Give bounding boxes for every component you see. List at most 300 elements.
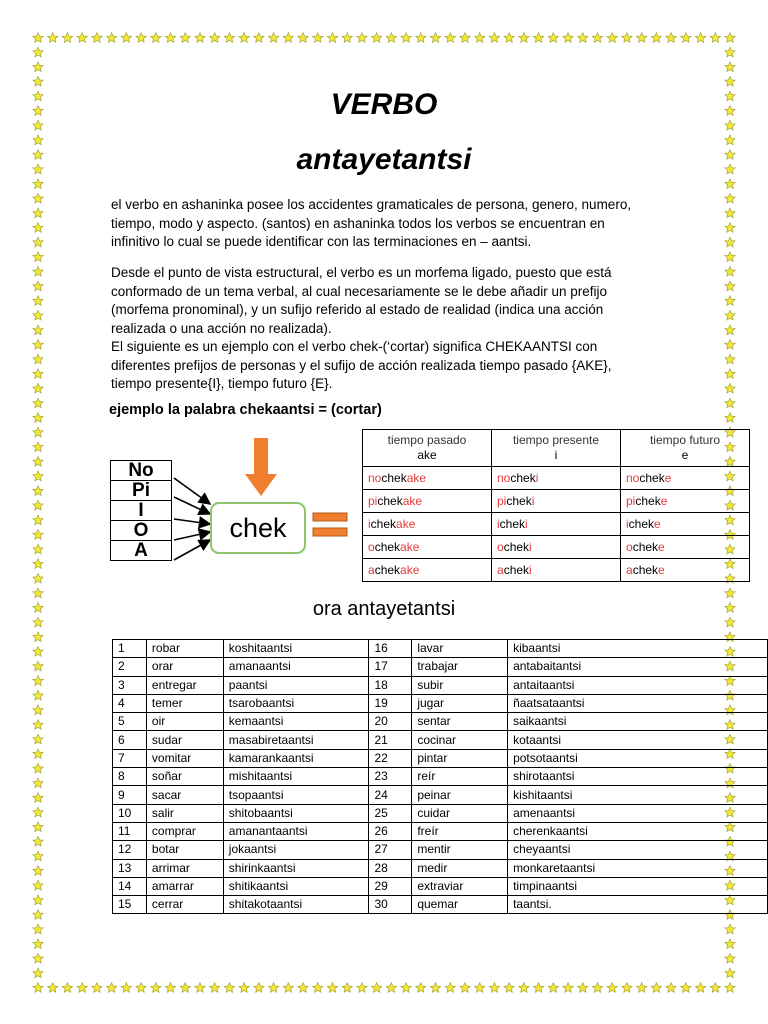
- table-cell: timpinaantsi: [508, 877, 768, 895]
- table-cell: antaitaantsi: [508, 676, 768, 694]
- table-cell: 6: [113, 731, 147, 749]
- table-cell: vomitar: [146, 749, 223, 767]
- example-heading: ejemplo la palabra chekaantsi = (cortar): [109, 402, 382, 418]
- star-icon: [210, 983, 220, 993]
- star-icon: [578, 33, 588, 43]
- star-icon: [33, 62, 43, 72]
- star-icon: [210, 33, 220, 43]
- table-cell: 26: [369, 822, 412, 840]
- star-icon: [298, 33, 308, 43]
- star-icon: [33, 486, 43, 496]
- table-cell: botar: [146, 841, 223, 859]
- conjugation-row: [363, 490, 750, 513]
- star-icon: [725, 33, 735, 43]
- star-icon: [33, 369, 43, 379]
- title-verbo: VERBO: [330, 88, 438, 121]
- header-past: tiempo pasado ake: [363, 430, 492, 467]
- table-row: [113, 749, 768, 767]
- star-icon: [489, 983, 499, 993]
- star-icon: [239, 33, 249, 43]
- star-icon: [33, 340, 43, 350]
- conjugation-cell: ocheke: [621, 536, 750, 559]
- table-cell: shirinkaantsi: [223, 859, 369, 877]
- conjugation-cell: nochekake: [363, 467, 492, 490]
- star-icon: [33, 456, 43, 466]
- table-cell: potsotaantsi: [508, 749, 768, 767]
- star-icon: [33, 851, 43, 861]
- conjugation-row: [363, 513, 750, 536]
- star-icon: [33, 924, 43, 934]
- equals-icon: [312, 512, 348, 538]
- star-icon: [33, 559, 43, 569]
- star-icon: [77, 983, 87, 993]
- star-icon: [48, 983, 58, 993]
- table-cell: temer: [146, 694, 223, 712]
- star-icon: [33, 968, 43, 978]
- table-cell: 11: [113, 822, 147, 840]
- table-cell: medir: [412, 859, 508, 877]
- star-icon: [33, 325, 43, 335]
- star-icon: [121, 33, 131, 43]
- verb-table: [112, 639, 768, 914]
- star-icon: [33, 749, 43, 759]
- conjugation-cell: picheki: [492, 490, 621, 513]
- table-cell: 4: [113, 694, 147, 712]
- star-icon: [313, 33, 323, 43]
- star-icon: [33, 778, 43, 788]
- star-icon: [33, 76, 43, 86]
- star-icon: [725, 340, 735, 350]
- star-icon: [33, 588, 43, 598]
- star-icon: [681, 33, 691, 43]
- star-icon: [33, 676, 43, 686]
- star-icon: [504, 983, 514, 993]
- star-icon: [371, 983, 381, 993]
- table-cell: amanaantsi: [223, 658, 369, 676]
- table-cell: saikaantsi: [508, 713, 768, 731]
- table-cell: 7: [113, 749, 147, 767]
- conjugation-cell: icheki: [492, 513, 621, 536]
- star-icon: [33, 734, 43, 744]
- table-cell: cherenkaantsi: [508, 822, 768, 840]
- table-cell: mentir: [412, 841, 508, 859]
- star-icon: [62, 983, 72, 993]
- star-icon: [504, 33, 514, 43]
- table-cell: 25: [369, 804, 412, 822]
- table-cell: 12: [113, 841, 147, 859]
- table-cell: 10: [113, 804, 147, 822]
- table-cell: shirotaantsi: [508, 768, 768, 786]
- star-icon: [607, 33, 617, 43]
- table-cell: 13: [113, 859, 147, 877]
- table-cell: 15: [113, 896, 147, 914]
- star-icon: [327, 33, 337, 43]
- table-row: [113, 804, 768, 822]
- star-icon: [33, 413, 43, 423]
- star-icon: [519, 33, 529, 43]
- star-icon: [92, 33, 102, 43]
- star-icon: [401, 983, 411, 993]
- star-icon: [33, 705, 43, 715]
- table-cell: mishitaantsi: [223, 768, 369, 786]
- conjugation-row: [363, 559, 750, 582]
- star-icon: [254, 33, 264, 43]
- star-icon: [33, 573, 43, 583]
- star-icon: [445, 33, 455, 43]
- table-cell: oir: [146, 713, 223, 731]
- table-cell: arrimar: [146, 859, 223, 877]
- table-cell: peinar: [412, 786, 508, 804]
- star-icon: [416, 33, 426, 43]
- table-cell: 22: [369, 749, 412, 767]
- star-icon: [695, 33, 705, 43]
- star-icon: [725, 76, 735, 86]
- conjugation-row: [363, 467, 750, 490]
- star-icon: [33, 544, 43, 554]
- table-cell: 24: [369, 786, 412, 804]
- table-cell: kishitaantsi: [508, 786, 768, 804]
- star-icon: [298, 983, 308, 993]
- table-row: [113, 822, 768, 840]
- star-icon: [224, 33, 234, 43]
- table-cell: 17: [369, 658, 412, 676]
- star-icon: [254, 983, 264, 993]
- star-icon: [460, 33, 470, 43]
- table-row: [113, 896, 768, 914]
- star-icon: [651, 983, 661, 993]
- star-icon: [313, 983, 323, 993]
- star-icon: [475, 983, 485, 993]
- star-icon: [106, 33, 116, 43]
- star-icon: [33, 500, 43, 510]
- star-icon: [327, 983, 337, 993]
- star-icon: [33, 223, 43, 233]
- table-cell: 9: [113, 786, 147, 804]
- table-cell: cocinar: [412, 731, 508, 749]
- star-icon: [33, 471, 43, 481]
- star-icon: [33, 281, 43, 291]
- table-cell: entregar: [146, 676, 223, 694]
- star-icon: [725, 398, 735, 408]
- table-row: [113, 786, 768, 804]
- star-icon: [33, 179, 43, 189]
- star-icon: [725, 369, 735, 379]
- star-icon: [725, 968, 735, 978]
- conjugation-cell: ocheki: [492, 536, 621, 559]
- paragraph-intro: el verbo en ashaninka posee los accidentes gramaticales de persona, genero, numero, tiempo, modo y aspecto. (santos) en ashaninka todos los verbos se encuentran en infinitivo lo cual se puede identificar con las terminaciones en – aantsi.: [111, 197, 632, 249]
- star-icon: [180, 33, 190, 43]
- star-icon: [445, 983, 455, 993]
- conjugation-header-row: [363, 430, 750, 467]
- prefix-cell: A: [111, 541, 172, 561]
- star-icon: [33, 720, 43, 730]
- conjugation-cell: nocheki: [492, 467, 621, 490]
- table-cell: subir: [412, 676, 508, 694]
- table-row: [113, 877, 768, 895]
- star-icon: [33, 763, 43, 773]
- conjugation-cell: acheke: [621, 559, 750, 582]
- star-icon: [283, 983, 293, 993]
- prefix-table: [110, 460, 172, 561]
- star-icon: [725, 383, 735, 393]
- conjugation-table: [362, 429, 750, 582]
- table-cell: amanantaantsi: [223, 822, 369, 840]
- table-cell: sudar: [146, 731, 223, 749]
- table-cell: paantsi: [223, 676, 369, 694]
- star-icon: [725, 413, 735, 423]
- table-cell: pintar: [412, 749, 508, 767]
- table-cell: amenaantsi: [508, 804, 768, 822]
- star-icon: [725, 588, 735, 598]
- table-cell: extraviar: [412, 877, 508, 895]
- star-icon: [401, 33, 411, 43]
- star-icon: [725, 310, 735, 320]
- table-cell: 1: [113, 640, 147, 658]
- star-icon: [357, 33, 367, 43]
- star-icon: [666, 33, 676, 43]
- star-icon: [475, 33, 485, 43]
- arrow-down-icon: [245, 438, 277, 498]
- table-cell: 3: [113, 676, 147, 694]
- table-cell: cerrar: [146, 896, 223, 914]
- star-icon: [33, 953, 43, 963]
- star-icon: [592, 983, 602, 993]
- table-cell: monkaretaantsi: [508, 859, 768, 877]
- table-cell: soñar: [146, 768, 223, 786]
- table-row: [113, 676, 768, 694]
- conjugation-cell: pichekake: [363, 490, 492, 513]
- table-cell: cheyaantsi: [508, 841, 768, 859]
- star-icon: [33, 252, 43, 262]
- conjugation-cell: picheke: [621, 490, 750, 513]
- star-icon: [681, 983, 691, 993]
- conjugation-cell: achekake: [363, 559, 492, 582]
- root-box: chek: [210, 502, 306, 554]
- star-icon: [725, 953, 735, 963]
- prefix-cell: Pi: [111, 481, 172, 501]
- star-icon: [33, 807, 43, 817]
- table-cell: lavar: [412, 640, 508, 658]
- table-cell: 29: [369, 877, 412, 895]
- table-row: [113, 859, 768, 877]
- table-row: [113, 713, 768, 731]
- table-row: [113, 658, 768, 676]
- star-icon: [33, 836, 43, 846]
- star-icon: [622, 33, 632, 43]
- table-cell: sacar: [146, 786, 223, 804]
- star-icon: [33, 296, 43, 306]
- star-icon: [33, 939, 43, 949]
- conjugation-cell: nocheke: [621, 467, 750, 490]
- star-icon: [151, 983, 161, 993]
- table-cell: 18: [369, 676, 412, 694]
- table-cell: 30: [369, 896, 412, 914]
- star-icon: [636, 33, 646, 43]
- star-icon: [33, 983, 43, 993]
- star-icon: [607, 983, 617, 993]
- star-icon: [725, 325, 735, 335]
- table-cell: 27: [369, 841, 412, 859]
- table-cell: 8: [113, 768, 147, 786]
- star-icon: [725, 252, 735, 262]
- star-icon: [416, 983, 426, 993]
- table-cell: 14: [113, 877, 147, 895]
- star-icon: [239, 983, 249, 993]
- star-icon: [651, 33, 661, 43]
- star-icon: [224, 983, 234, 993]
- table-cell: salir: [146, 804, 223, 822]
- star-icon: [33, 208, 43, 218]
- table-cell: shitakotaantsi: [223, 896, 369, 914]
- paragraph-example-text: El siguiente es un ejemplo con el verbo chek-(‘cortar) significa CHEKAANTSI con diferentes prefijos de personas y el sufijo de acción realizada tiempo pasado {AKE}, tiempo presente{I}, tiempo futuro {E}.: [111, 339, 612, 391]
- star-icon: [33, 442, 43, 452]
- star-icon: [33, 910, 43, 920]
- star-icon: [33, 895, 43, 905]
- star-icon: [548, 33, 558, 43]
- table-cell: 5: [113, 713, 147, 731]
- conjugation-cell: ichekake: [363, 513, 492, 536]
- table-row: [113, 694, 768, 712]
- star-icon: [33, 690, 43, 700]
- star-icon: [33, 383, 43, 393]
- star-icon: [622, 983, 632, 993]
- star-icon: [106, 983, 116, 993]
- star-icon: [725, 281, 735, 291]
- table-cell: shitikaantsi: [223, 877, 369, 895]
- star-icon: [725, 193, 735, 203]
- star-icon: [342, 33, 352, 43]
- star-icon: [563, 33, 573, 43]
- table-cell: 16: [369, 640, 412, 658]
- star-icon: [725, 223, 735, 233]
- star-icon: [725, 354, 735, 364]
- table-cell: kemaantsi: [223, 713, 369, 731]
- table-cell: 20: [369, 713, 412, 731]
- star-icon: [725, 208, 735, 218]
- star-icon: [283, 33, 293, 43]
- star-icon: [33, 515, 43, 525]
- star-icon: [33, 632, 43, 642]
- table-cell: trabajar: [412, 658, 508, 676]
- table-cell: kibaantsi: [508, 640, 768, 658]
- section-title-ora: ora antayetantsi: [312, 598, 456, 620]
- star-icon: [578, 983, 588, 993]
- star-icon: [33, 866, 43, 876]
- star-icon: [136, 33, 146, 43]
- star-icon: [725, 924, 735, 934]
- table-cell: 2: [113, 658, 147, 676]
- table-cell: 28: [369, 859, 412, 877]
- prefix-cell: I: [111, 501, 172, 521]
- star-icon: [430, 33, 440, 43]
- star-icon: [563, 983, 573, 993]
- star-icon: [33, 33, 43, 43]
- conjugation-cell: icheke: [621, 513, 750, 536]
- star-icon: [121, 983, 131, 993]
- star-icon: [725, 47, 735, 57]
- table-cell: antabaitantsi: [508, 658, 768, 676]
- table-cell: kotaantsi: [508, 731, 768, 749]
- star-icon: [77, 33, 87, 43]
- table-cell: kamarankaantsi: [223, 749, 369, 767]
- star-icon: [371, 33, 381, 43]
- prefix-cell: No: [111, 461, 172, 481]
- star-icon: [180, 983, 190, 993]
- star-icon: [33, 47, 43, 57]
- prefix-arrows: [170, 460, 215, 580]
- star-icon: [33, 193, 43, 203]
- star-icon: [460, 983, 470, 993]
- table-cell: shitobaantsi: [223, 804, 369, 822]
- title-antayetantsi: antayetantsi: [296, 143, 472, 176]
- star-icon: [33, 530, 43, 540]
- star-icon: [695, 983, 705, 993]
- table-cell: robar: [146, 640, 223, 658]
- table-cell: tsarobaantsi: [223, 694, 369, 712]
- star-icon: [33, 310, 43, 320]
- star-icon: [342, 983, 352, 993]
- star-icon: [725, 939, 735, 949]
- star-icon: [725, 179, 735, 189]
- star-icon: [430, 983, 440, 993]
- conjugation-cell: acheki: [492, 559, 621, 582]
- header-future: tiempo futuro e: [621, 430, 750, 467]
- star-icon: [725, 62, 735, 72]
- table-cell: tsopaantsi: [223, 786, 369, 804]
- star-icon: [533, 983, 543, 993]
- star-icon: [33, 354, 43, 364]
- table-cell: 23: [369, 768, 412, 786]
- star-icon: [519, 983, 529, 993]
- table-cell: sentar: [412, 713, 508, 731]
- star-icon: [33, 427, 43, 437]
- table-row: [113, 731, 768, 749]
- header-present: tiempo presente i: [492, 430, 621, 467]
- star-icon: [33, 646, 43, 656]
- table-cell: koshitaantsi: [223, 640, 369, 658]
- table-row: [113, 841, 768, 859]
- star-icon: [62, 33, 72, 43]
- star-icon: [151, 33, 161, 43]
- star-icon: [33, 661, 43, 671]
- star-icon: [592, 33, 602, 43]
- star-icon: [195, 33, 205, 43]
- star-icon: [710, 983, 720, 993]
- star-icon: [33, 793, 43, 803]
- table-cell: cuidar: [412, 804, 508, 822]
- table-cell: 19: [369, 694, 412, 712]
- star-icon: [165, 983, 175, 993]
- star-icon: [725, 266, 735, 276]
- table-row: [113, 640, 768, 658]
- prefix-cell: O: [111, 521, 172, 541]
- star-icon: [489, 33, 499, 43]
- star-icon: [386, 983, 396, 993]
- star-icon: [357, 983, 367, 993]
- star-icon: [268, 33, 278, 43]
- table-cell: orar: [146, 658, 223, 676]
- table-cell: 21: [369, 731, 412, 749]
- table-row: [113, 768, 768, 786]
- star-icon: [33, 398, 43, 408]
- star-icon: [725, 983, 735, 993]
- star-icon: [165, 33, 175, 43]
- star-icon: [725, 237, 735, 247]
- star-icon: [33, 880, 43, 890]
- star-icon: [33, 266, 43, 276]
- table-cell: comprar: [146, 822, 223, 840]
- conjugation-cell: ochekake: [363, 536, 492, 559]
